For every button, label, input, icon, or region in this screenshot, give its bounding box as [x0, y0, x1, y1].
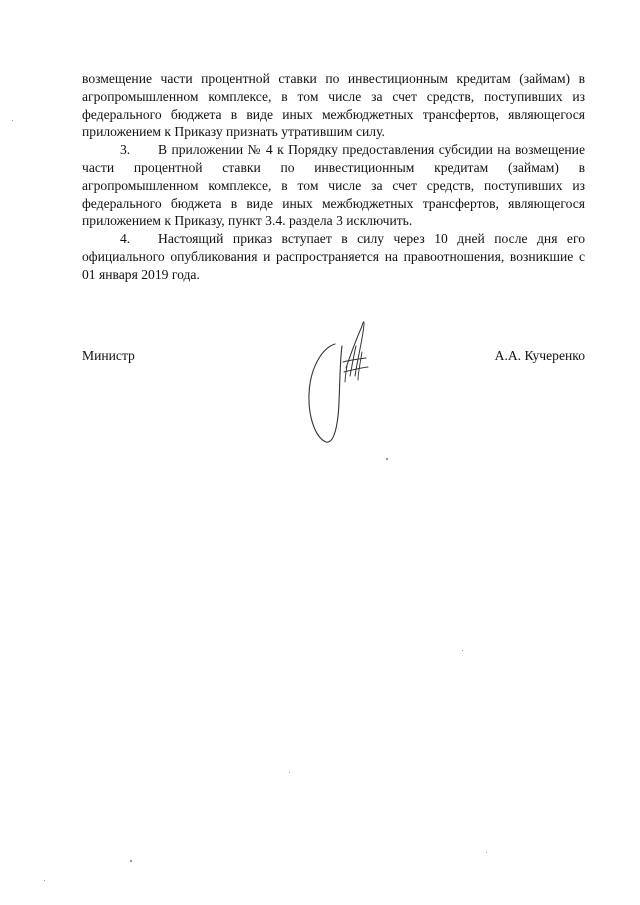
scan-speck: [462, 650, 463, 651]
scan-speck: [44, 880, 45, 881]
scan-speck: [289, 772, 290, 773]
scan-speck: [130, 860, 132, 862]
paragraph-text: Настоящий приказ вступает в силу через 10 дней после дня его официального опубликования и распространяется на правоотношения, возникшие с 01 января 2019 года.: [82, 231, 585, 282]
document-body: [82, 70, 585, 284]
scan-speck: [12, 120, 13, 121]
paragraph-number: 3.: [120, 142, 131, 158]
scan-speck: [386, 458, 388, 460]
paragraph-item-4: [82, 230, 585, 283]
handwritten-signature: [300, 316, 380, 446]
paragraph-number: 4.: [120, 231, 131, 247]
paragraph-text: возмещение части процентной ставки по инвестиционным кредитам (займам) в агропромышленном комплексе, в том числе за счет средств, поступивших из федерального бюджета в виде иных межбюджетных трансфертов, являющегося приложением к Приказу признать утратившим силу.: [82, 71, 585, 140]
paragraph-text: В приложении № 4 к Порядку предоставления субсидии на возмещение части процентной ставки по инвестиционным кредитам (займам) в агропромышленном комплексе, в том числе за счет средств, поступивших из федерального бюджета в виде иных межбюджетных трансфертов, являющегося приложением к Приказу, пункт 3.4. раздела 3 исключить.: [82, 142, 585, 229]
signatory-name: А.А. Кучеренко: [494, 348, 585, 363]
signatory-title: Министр: [82, 348, 135, 363]
scan-speck: [486, 852, 487, 853]
paragraph-item-3: [82, 141, 585, 230]
paragraph-continuation: [82, 70, 585, 141]
